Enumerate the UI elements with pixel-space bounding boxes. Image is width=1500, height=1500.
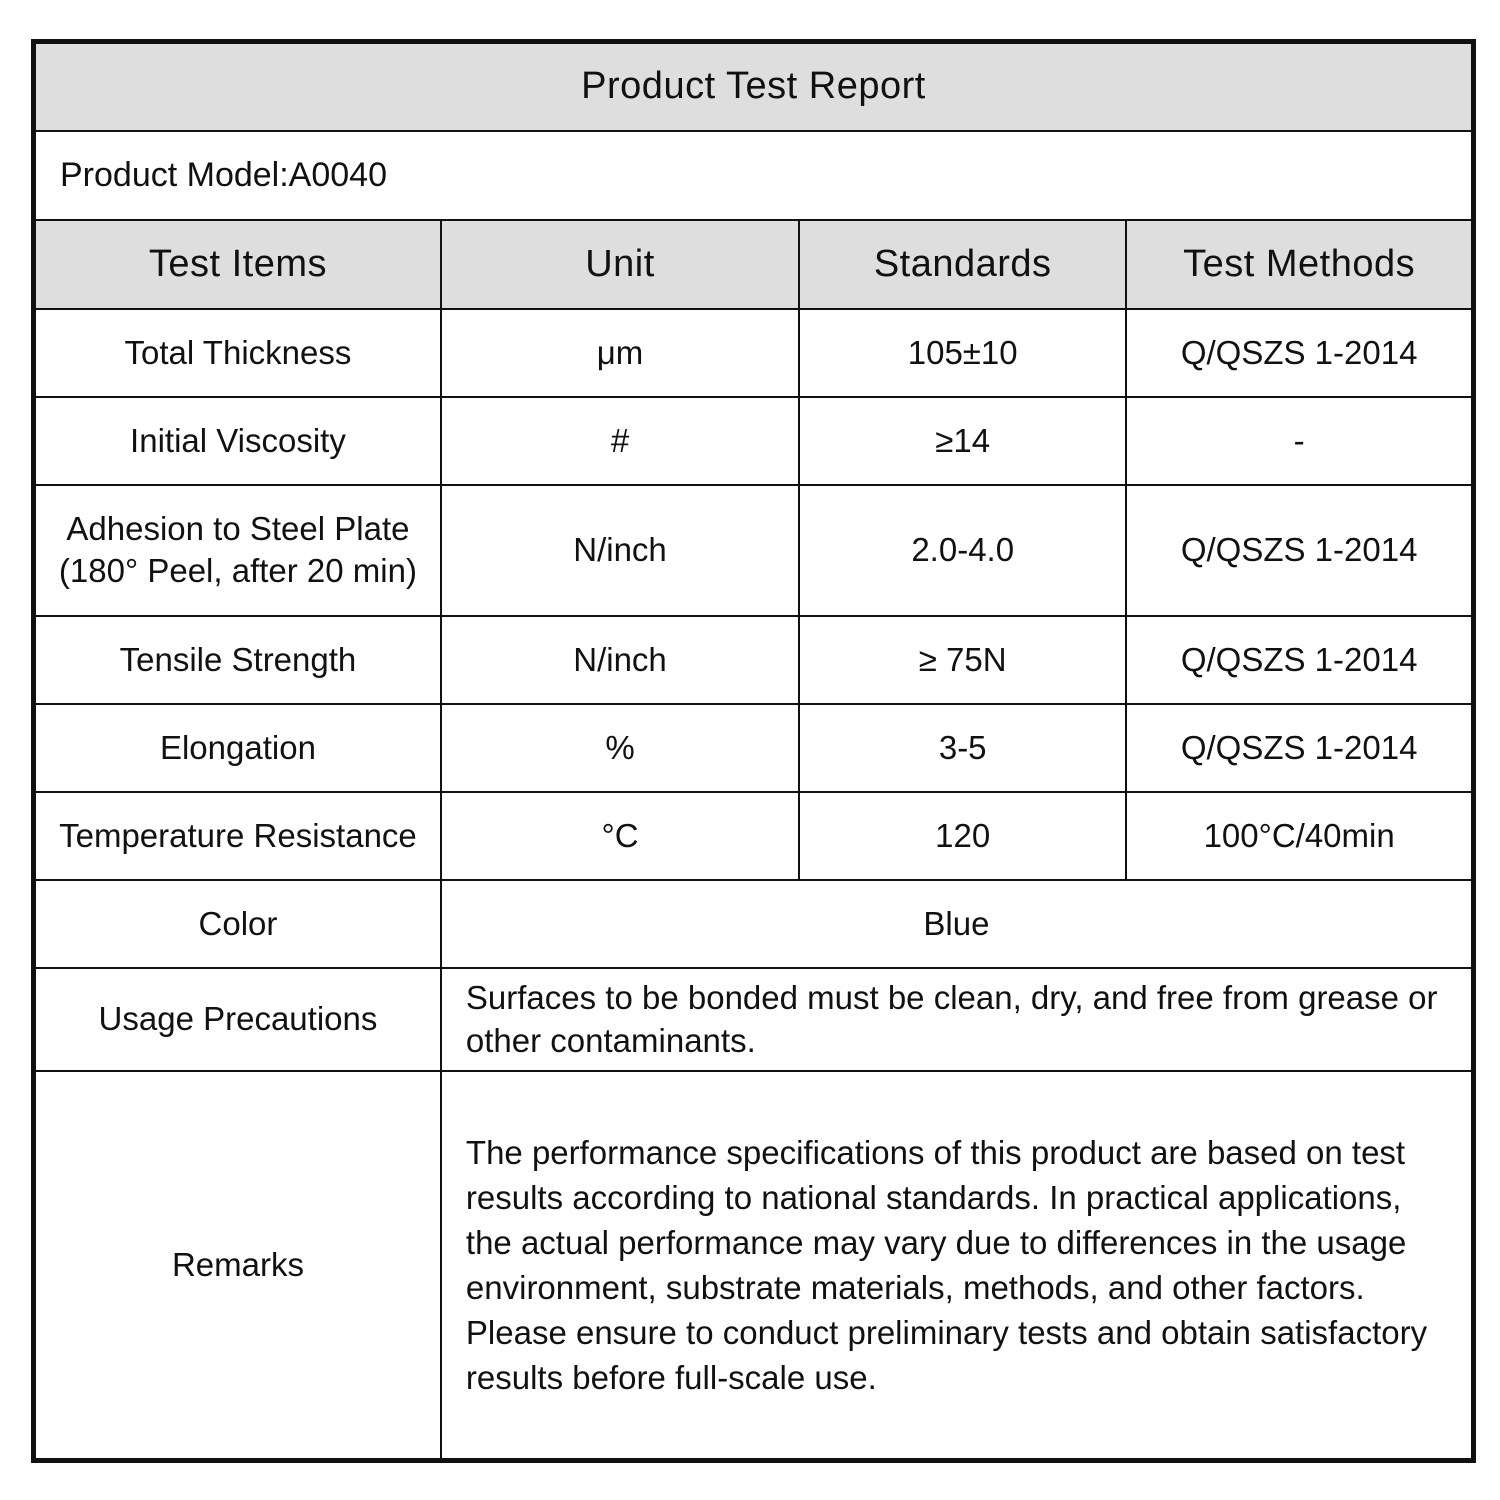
header-standards: Standards: [799, 220, 1126, 309]
product-test-report-table: [31, 39, 1476, 1463]
test-item-cell: Total Thickness: [34, 309, 441, 397]
usage-precautions-row: [34, 968, 1474, 1071]
unit-cell: μm: [441, 309, 799, 397]
title-row: [34, 42, 1474, 131]
test-item-cell: [34, 485, 441, 616]
report-title: Product Test Report: [34, 42, 1474, 131]
remarks-row: [34, 1071, 1474, 1461]
test-item-cell: Tensile Strength: [34, 616, 441, 704]
product-model: Product Model:A0040: [34, 131, 1474, 220]
standard-cell: ≥14: [799, 397, 1126, 485]
color-row: [34, 880, 1474, 968]
method-cell: -: [1126, 397, 1473, 485]
unit-cell: N/inch: [441, 616, 799, 704]
header-test-items: Test Items: [34, 220, 441, 309]
method-cell: 100°C/40min: [1126, 792, 1473, 880]
table-row: [34, 397, 1474, 485]
unit-cell: N/inch: [441, 485, 799, 616]
table-row: [34, 485, 1474, 616]
usage-precautions-text: Surfaces to be bonded must be clean, dry, and free from grease or other contaminants.: [441, 968, 1474, 1071]
unit-cell: #: [441, 397, 799, 485]
header-test-methods: Test Methods: [1126, 220, 1473, 309]
standard-cell: 3-5: [799, 704, 1126, 792]
remarks-label: Remarks: [34, 1071, 441, 1461]
standard-cell: ≥ 75N: [799, 616, 1126, 704]
color-label: Color: [34, 880, 441, 968]
unit-cell: %: [441, 704, 799, 792]
method-cell: Q/QSZS 1-2014: [1126, 704, 1473, 792]
test-item-line: (180° Peel, after 20 min): [58, 552, 417, 589]
table-row: [34, 704, 1474, 792]
standard-cell: 120: [799, 792, 1126, 880]
table-row: [34, 309, 1474, 397]
product-model-row: [34, 131, 1474, 220]
standard-cell: 105±10: [799, 309, 1126, 397]
table-row: [34, 616, 1474, 704]
color-value: Blue: [441, 880, 1474, 968]
header-unit: Unit: [441, 220, 799, 309]
method-cell: Q/QSZS 1-2014: [1126, 485, 1473, 616]
unit-cell: °C: [441, 792, 799, 880]
usage-precautions-label: Usage Precautions: [34, 968, 441, 1071]
method-cell: Q/QSZS 1-2014: [1126, 309, 1473, 397]
test-item-cell: Initial Viscosity: [34, 397, 441, 485]
column-header-row: [34, 220, 1474, 309]
test-item-cell: Elongation: [34, 704, 441, 792]
standard-cell: 2.0-4.0: [799, 485, 1126, 616]
method-cell: Q/QSZS 1-2014: [1126, 616, 1473, 704]
test-item-line: Adhesion to Steel Plate: [66, 510, 410, 547]
test-item-cell: Temperature Resistance: [34, 792, 441, 880]
table-row: [34, 792, 1474, 880]
remarks-text: The performance specifications of this product are based on test results according to national standards. In practical applications, the actual performance may vary due to differences in the usage environment, substrate materials, methods, and other factors. Please ensure to conduct preliminary tests and obtain satisfactory results before full-scale use.: [441, 1071, 1474, 1461]
